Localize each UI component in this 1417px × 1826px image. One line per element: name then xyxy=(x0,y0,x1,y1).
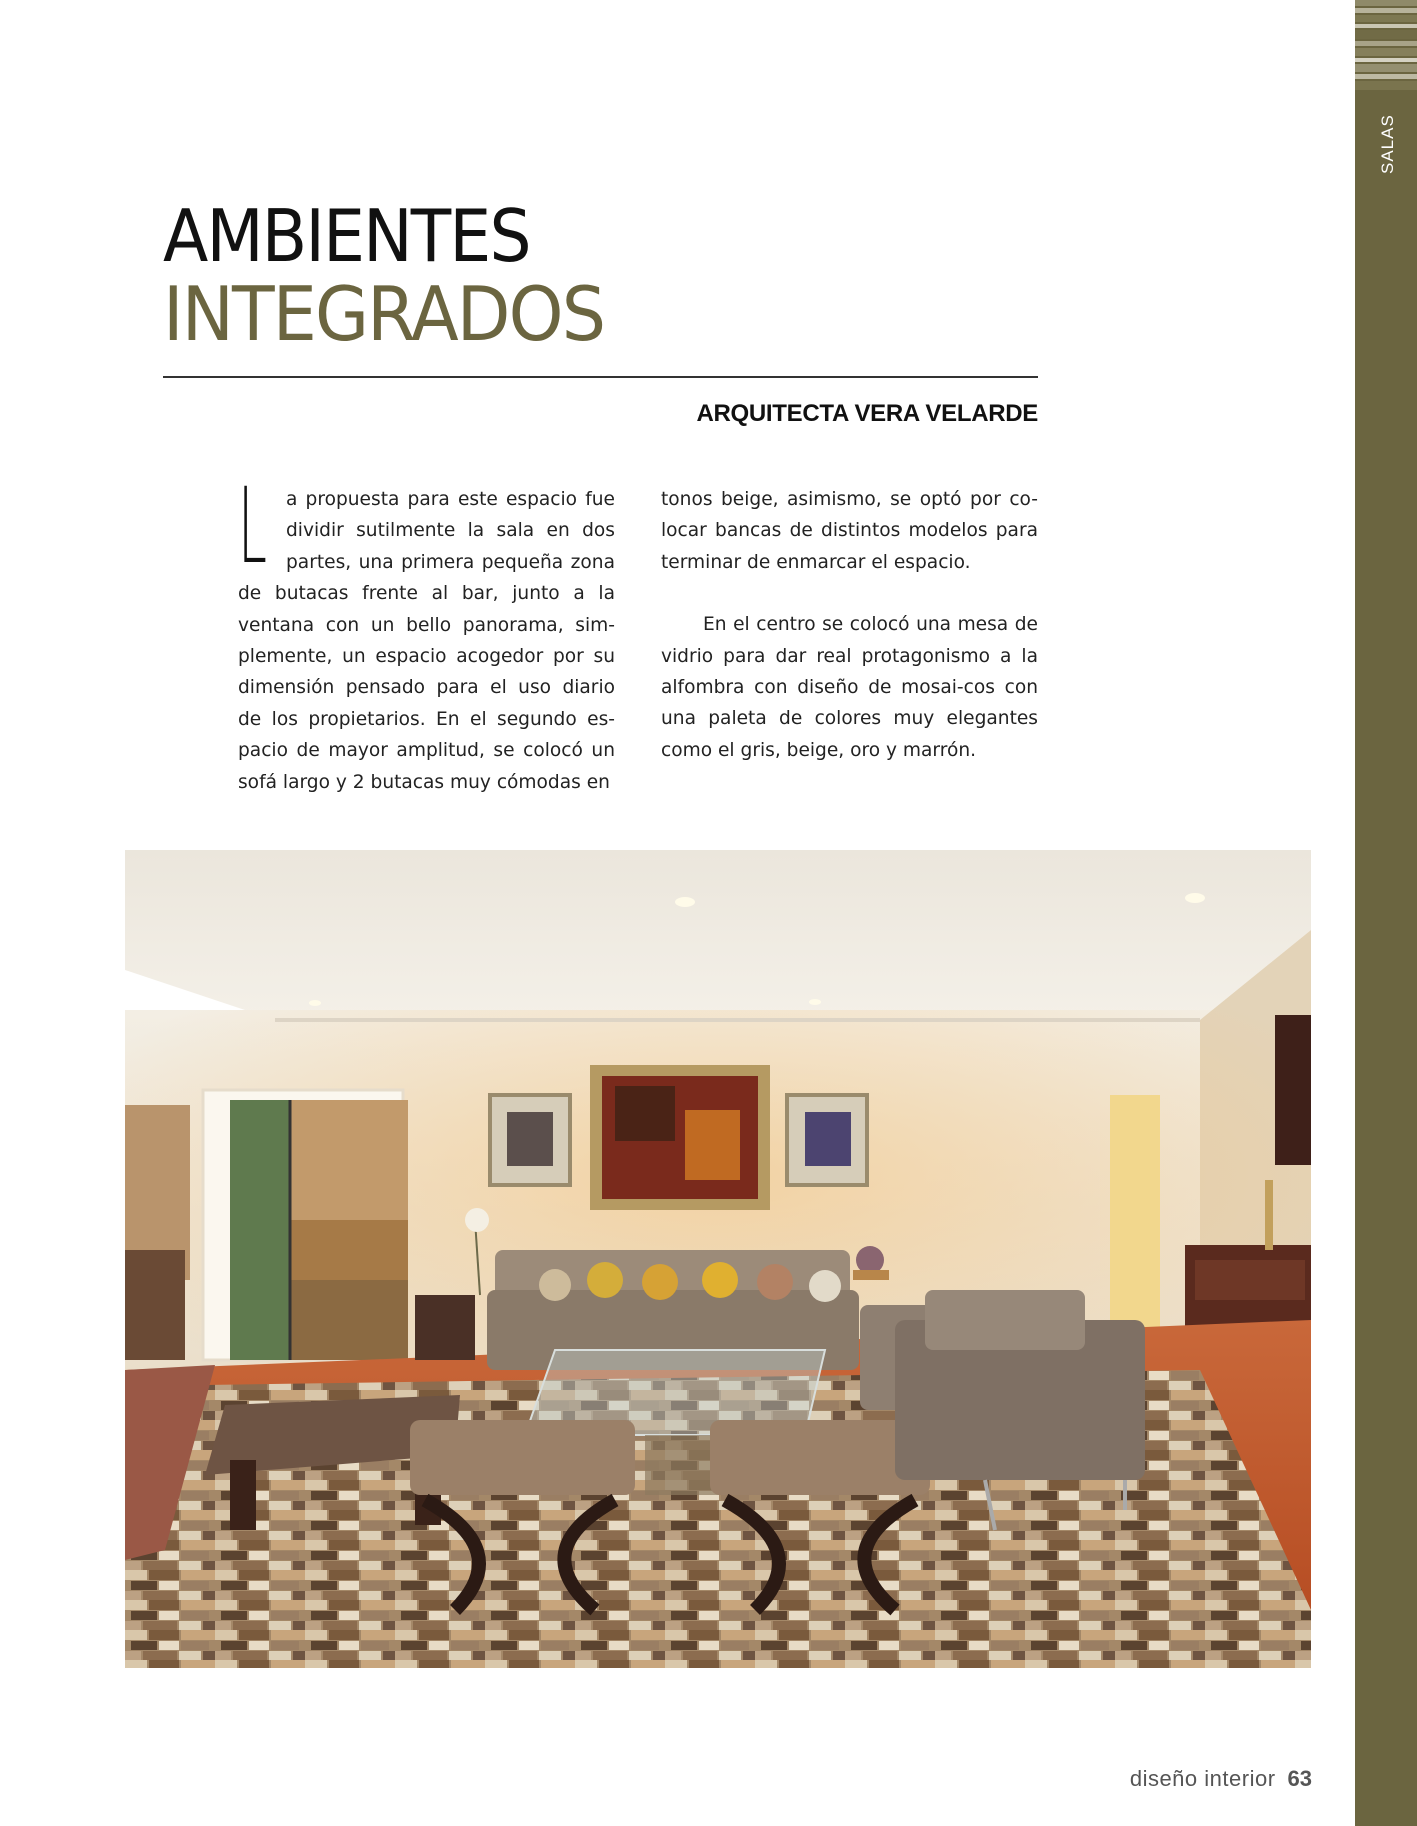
band-stripes xyxy=(1355,0,1417,92)
paragraph-1-text: a propuesta para este espacio fue dividir sutilmente la sala en dos partes, una primera pequeña zona de butacas frente al bar, junto a la ventana con un bello panorama, sim-plemente, un espacio acogedor por su dimensión pensado para el uso diario de los propietarios. En el segundo es-pacio de mayor amplitud, se colocó un sofá largo y 2 butacas muy cómodas en xyxy=(238,489,615,793)
drop-cap: L xyxy=(238,465,267,587)
paragraph-1-continued: tonos beige, asimismo, se optó por co-locar bancas de distintos modelos para terminar de enmarcar el espacio. xyxy=(661,489,1038,573)
section-label: SALAS xyxy=(1378,114,1397,174)
title-line-2: INTEGRADOS xyxy=(163,270,605,358)
paragraph-2: En el centro se colocó una mesa de vidrio para dar real protagonismo a la alfombra con diseño de mosai-cos con una paleta de colores muy elegantes como el gris, beige, oro y marrón. xyxy=(661,614,1038,761)
page-footer xyxy=(1060,1766,1312,1792)
side-band xyxy=(1355,0,1417,1826)
title-line-1: AMBIENTES xyxy=(163,194,530,278)
magazine-name: diseño interior xyxy=(1129,1766,1276,1791)
author-byline: ARQUITECTA VERA VELARDE xyxy=(696,400,1038,427)
body-column-right xyxy=(661,484,1038,766)
living-room-photo xyxy=(125,850,1311,1668)
page-number: 63 xyxy=(1287,1766,1312,1791)
title-divider xyxy=(163,376,1038,378)
paragraph-1 xyxy=(238,465,615,798)
body-column-left xyxy=(238,465,615,798)
article-title xyxy=(163,194,1063,358)
